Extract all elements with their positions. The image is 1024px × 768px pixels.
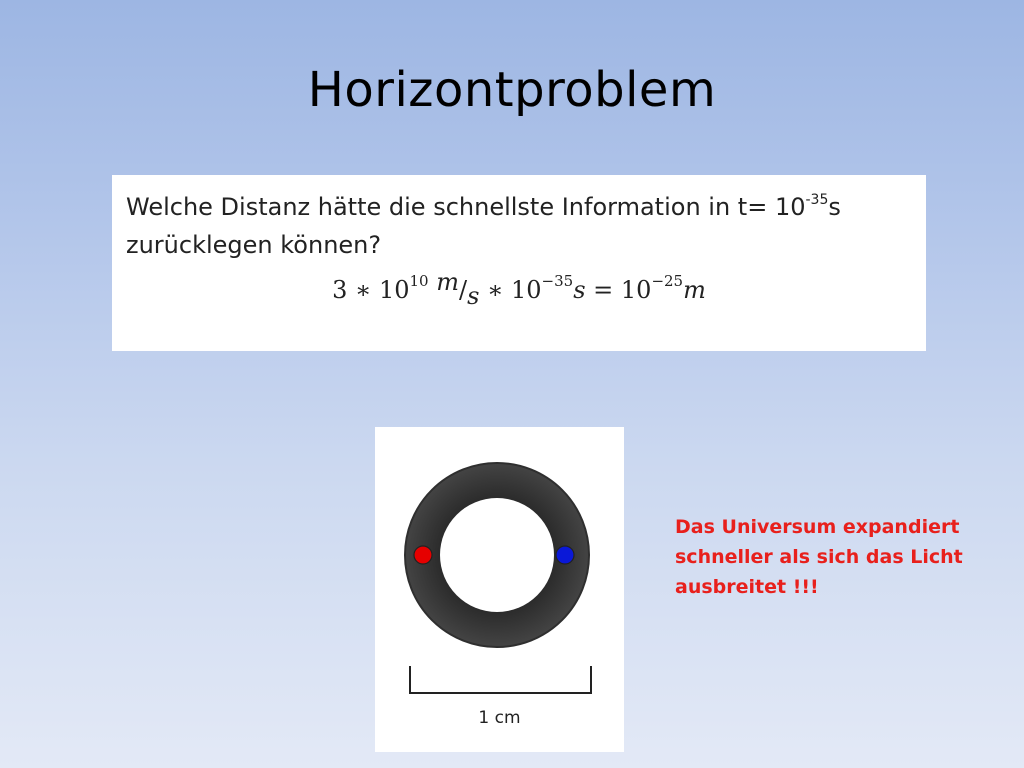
note-line3: ausbreitet !!! — [675, 576, 819, 598]
question-exponent: -35 — [805, 192, 829, 208]
eq-slash: / — [459, 276, 468, 304]
note-line2: schneller als sich das Licht — [675, 546, 963, 568]
eq-unit2: s — [573, 276, 586, 304]
eq-exp1: 10 — [409, 272, 429, 290]
scale-bar — [410, 666, 591, 693]
question-image — [112, 175, 926, 351]
eq-exp3: −25 — [651, 272, 684, 290]
left-dot — [414, 546, 432, 564]
horizon-diagram-svg — [375, 427, 624, 752]
slide-title: Horizontproblem — [307, 62, 717, 118]
eq-part3: = 10 — [585, 276, 652, 304]
eq-unit3: m — [683, 276, 706, 304]
scale-label: 1 cm — [478, 708, 521, 728]
question-line2: zurücklegen können? — [126, 231, 382, 259]
eq-exp2: −35 — [541, 272, 574, 290]
eq-unit-num: m — [436, 268, 460, 296]
eq-unit-den: s — [467, 282, 480, 310]
distance-equation — [112, 268, 926, 310]
expansion-note — [675, 512, 995, 602]
inner-circle — [440, 498, 554, 612]
right-dot — [556, 546, 574, 564]
question-text — [126, 183, 916, 264]
note-line1: Das Universum expandiert — [675, 516, 960, 538]
horizon-diagram — [375, 427, 624, 752]
eq-part2: ∗ 10 — [479, 276, 542, 304]
question-line1: Welche Distanz hätte die schnellste Information in t= 10 — [126, 193, 806, 221]
eq-part1: 3 ∗ 10 — [332, 276, 410, 304]
question-unit: s — [828, 193, 841, 221]
